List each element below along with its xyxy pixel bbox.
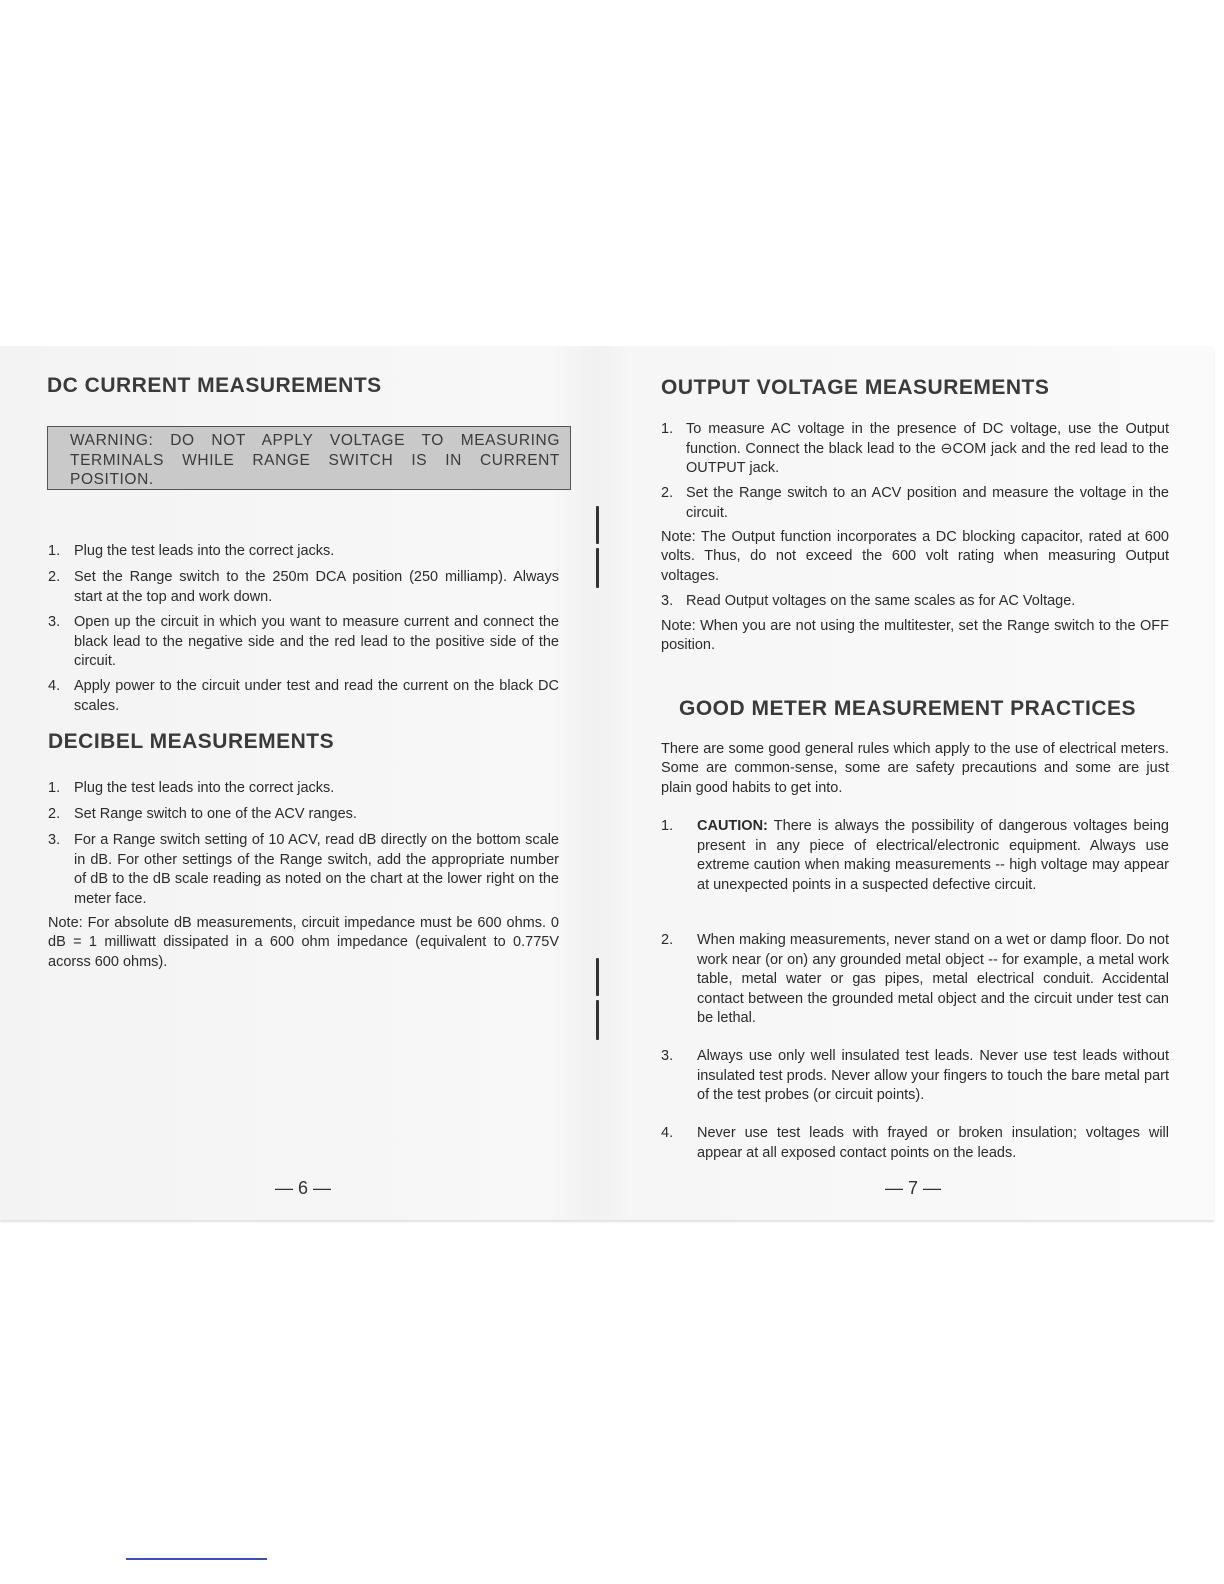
blue-underline [126, 1558, 267, 1560]
step-number: 1. [48, 543, 61, 559]
step-number: 1. [661, 421, 674, 437]
step-number: 3. [48, 614, 61, 630]
step-text: Plug the test leads into the correct jacks. [74, 543, 335, 559]
step-number: 2. [661, 485, 674, 501]
dc-current-heading: DC CURRENT MEASUREMENTS [47, 374, 382, 397]
practices-intro: There are some good general rules which apply to the use of electrical meters. Some are common-sense, some are safety precautions and some are just plain good habits to get into. [661, 741, 1169, 796]
step-number: 2. [661, 932, 674, 948]
binding-mark [596, 506, 599, 544]
output-voltage-heading: OUTPUT VOLTAGE MEASUREMENTS [661, 376, 1050, 399]
practice-text: When making measurements, never stand on a wet or damp floor. Do not work near (or on) any grounded metal object -- for example, a metal work table, metal water or gas pipes, metal electrical conduit. Accidental contact between the grounded metal object and the circuit under test can be lethal. [697, 932, 1169, 1026]
left-page [0, 346, 600, 1220]
db-step-1 [48, 779, 559, 799]
binding-mark [596, 1000, 599, 1040]
step-text: Set the Range switch to the 250m DCA position (250 milliamp). Always start at the top and work down. [74, 569, 559, 605]
output-step-3 [661, 592, 1169, 612]
practice-text: Never use test leads with frayed or broken insulation; voltages will appear at all exposed contact points on the leads. [697, 1125, 1169, 1161]
step-text: Read Output voltages on the same scales as for AC Voltage. [686, 593, 1076, 609]
booklet-spread [0, 346, 1214, 1220]
step-text: Open up the circuit in which you want to measure current and connect the black lead to the negative side and the red lead to the positive side of the circuit. [74, 614, 559, 669]
step-text: Plug the test leads into the correct jacks. [74, 780, 335, 796]
step-number: 1. [661, 818, 674, 834]
binding-mark [596, 548, 599, 588]
page-number-6: — 6 — [275, 1178, 332, 1198]
step-number: 4. [48, 678, 61, 694]
page-number-7: — 7 — [885, 1178, 942, 1198]
warning-box: WARNING: DO NOT APPLY VOLTAGE TO MEASURING TERMINALS WHILE RANGE SWITCH IS IN CURRENT POSITION. [47, 426, 571, 490]
output-note-1: Note: The Output function incorporates a DC blocking capacitor, rated at 600 volts. Thus, do not exceed the 600 volt rating when measuring Output voltages. [661, 529, 1169, 584]
practices-heading: GOOD METER MEASUREMENT PRACTICES [679, 697, 1137, 720]
step-number: 1. [48, 780, 61, 796]
decibel-heading: DECIBEL MEASUREMENTS [48, 730, 335, 753]
output-note-2: Note: When you are not using the multitester, set the Range switch to the OFF position. [661, 618, 1169, 654]
db-note: Note: For absolute dB measurements, circuit impedance must be 600 ohms. 0 dB = 1 milliwatt dissipated in a 600 ohm impedance (equivalent to 0.775V acorss 600 ohms). [48, 915, 559, 970]
db-step-2 [48, 805, 559, 825]
step-number: 3. [661, 1048, 674, 1064]
practice-text: Always use only well insulated test leads. Never use test leads without insulated test prods. Never allow your fingers to touch the bare metal part of the test probes (or circuit points). [697, 1048, 1169, 1103]
step-number: 4. [661, 1125, 674, 1141]
step-text: For a Range switch setting of 10 ACV, read dB directly on the bottom scale in dB. For other settings of the Range switch, add the appropriate number of dB to the dB scale reading as noted on the chart at the lower right on the meter face. [74, 832, 559, 907]
practice-1 [661, 817, 1169, 895]
practice-3 [661, 1047, 1169, 1106]
dc-step-2 [48, 568, 559, 607]
step-text: Set the Range switch to an ACV position and measure the voltage in the circuit. [686, 485, 1169, 521]
step-text: Set Range switch to one of the ACV ranges. [74, 806, 357, 822]
practice-text: There is always the possibility of dangerous voltages being present in any piece of electrical/electronic equipment. Always use extreme caution when making measurements -- high voltage may appear at unexpected points in a suspected defective circuit. [697, 818, 1169, 893]
step-text: Apply power to the circuit under test and read the current on the black DC scales. [74, 678, 559, 714]
right-page [612, 346, 1214, 1220]
dc-step-4 [48, 677, 559, 716]
dc-step-3 [48, 613, 559, 672]
output-step-1 [661, 420, 1169, 479]
output-step-2 [661, 484, 1169, 523]
step-text: To measure AC voltage in the presence of DC voltage, use the Output function. Connect the black lead to the ⊖COM jack and the red lead to the OUTPUT jack. [686, 421, 1169, 476]
dc-step-1 [48, 542, 559, 562]
db-step-3 [48, 831, 559, 909]
caution-label: CAUTION: [697, 818, 768, 834]
step-number: 3. [661, 593, 674, 609]
binding-mark [596, 958, 599, 996]
step-number: 3. [48, 832, 61, 848]
practice-2 [661, 931, 1169, 1029]
step-number: 2. [48, 569, 61, 585]
practice-4 [661, 1124, 1169, 1163]
step-number: 2. [48, 806, 61, 822]
